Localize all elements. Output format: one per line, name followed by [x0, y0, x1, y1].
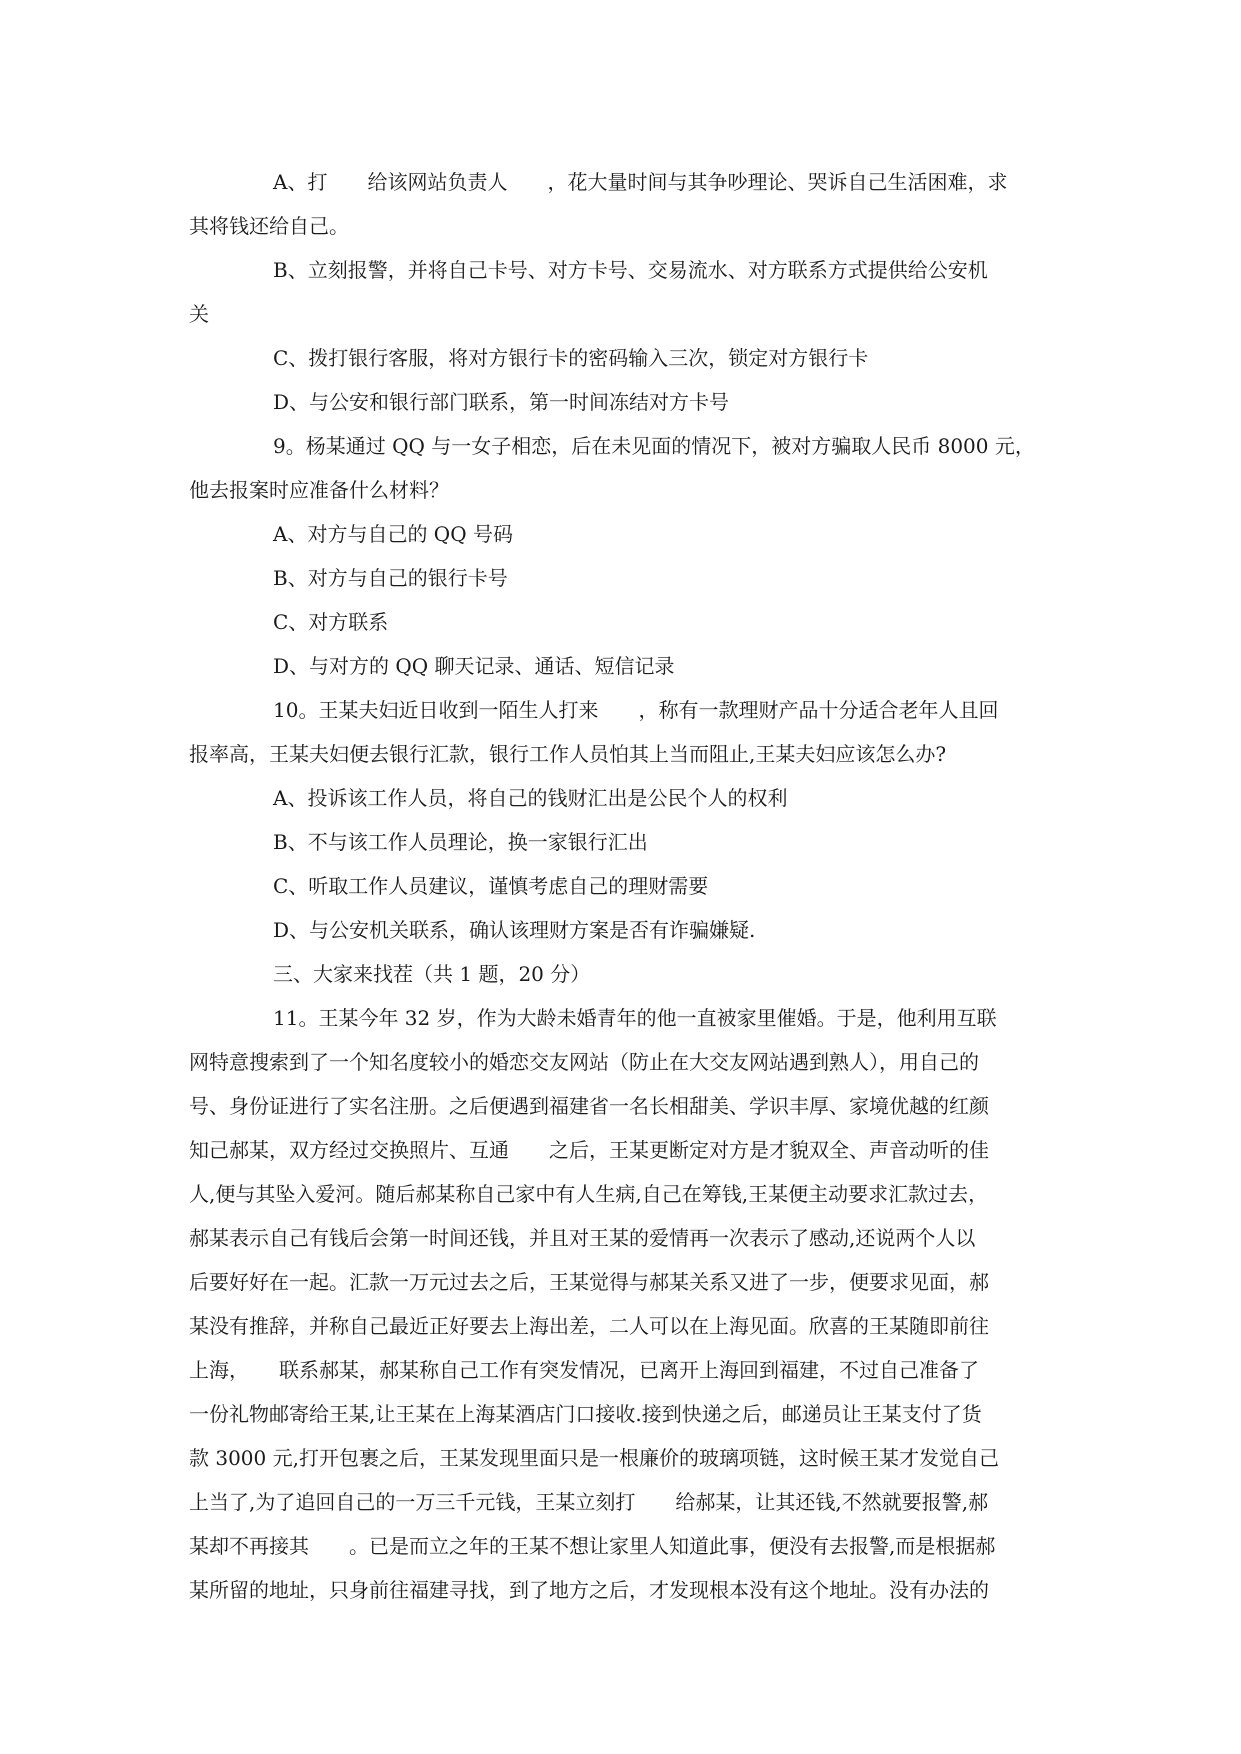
- text-line: 号、身份证进行了实名注册。之后便遇到福建省一名长相甜美、学识丰厚、家境优越的红颜: [189, 1094, 989, 1118]
- text-line: 后要好好在一起。汇款一万元过去之后，王某觉得与郝某关系又进了一步，便要求见面，郝: [189, 1270, 989, 1294]
- text-line: B、对方与自己的银行卡号: [273, 566, 508, 590]
- text-line: 上海， 联系郝某，郝某称自己工作有突发情况，已离开上海回到福建，不过自己准备了: [189, 1358, 979, 1382]
- text-line: 9。杨某通过 QQ 与一女子相恋，后在未见面的情况下，被对方骗取人民币 8000 元，: [273, 434, 1035, 458]
- text-line: C、听取工作人员建议，谨慎考虑自己的理财需要: [273, 874, 709, 898]
- text-line: 郝某表示自己有钱后会第一时间还钱，并且对王某的爱情再一次表示了感动,还说两个人以: [189, 1226, 976, 1250]
- text-line: 某所留的地址，只身前往福建寻找，到了地方之后，才发现根本没有这个地址。没有办法的: [189, 1578, 989, 1602]
- text-line: 其将钱还给自己。: [189, 214, 349, 238]
- document-body: [189, 160, 1062, 1612]
- text-line: D、与公安和银行部门联系，第一时间冻结对方卡号: [273, 390, 730, 414]
- text-line: 他去报案时应准备什么材料？: [189, 478, 449, 502]
- text-line: 上当了,为了追回自己的一万三千元钱，王某立刻打 给郝某，让其还钱,不然就要报警,郝: [189, 1490, 989, 1514]
- text-line: B、立刻报警，并将自己卡号、对方卡号、交易流水、对方联系方式提供给公安机: [273, 258, 988, 282]
- text-line: A、投诉该工作人员，将自己的钱财汇出是公民个人的权利: [273, 786, 788, 810]
- text-line: 报率高，王某夫妇便去银行汇款，银行工作人员怕其上当而阻止,王某夫妇应该怎么办?: [189, 742, 947, 766]
- text-line: 人,便与其坠入爱河。随后郝某称自己家中有人生病,自己在筹钱,王某便主动要求汇款过去，: [189, 1182, 989, 1206]
- text-line: 某却不再接其 。已是而立之年的王某不想让家里人知道此事，便没有去报警,而是根据郝: [189, 1534, 996, 1558]
- text-line: A、打 给该网站负责人 ，花大量时间与其争吵理论、哭诉自己生活困难，求: [273, 170, 1008, 194]
- text-line: 三、大家来找茬（共 1 题，20 分）: [273, 962, 591, 986]
- text-line: 某没有推辞，并称自己最近正好要去上海出差，二人可以在上海见面。欣喜的王某随即前往: [189, 1314, 989, 1338]
- text-line: D、与公安机关联系，确认该理财方案是否有诈骗嫌疑.: [273, 918, 756, 942]
- text-line: 网特意搜索到了一个知名度较小的婚恋交友网站（防止在大交友网站遇到熟人），用自己的: [189, 1050, 979, 1074]
- text-line: 一份礼物邮寄给王某,让王某在上海某酒店门口接收.接到快递之后，邮递员让王某支付了货: [189, 1402, 982, 1426]
- text-line: 11。王某今年 32 岁，作为大龄未婚青年的他一直被家里催婚。于是，他利用互联: [273, 1006, 997, 1030]
- text-line: 知己郝某，双方经过交换照片、互通 之后，王某更断定对方是才貌双全、声音动听的佳: [189, 1138, 989, 1162]
- text-line: D、与对方的 QQ 聊天记录、通话、短信记录: [273, 654, 675, 678]
- text-line: C、拨打银行客服，将对方银行卡的密码输入三次，锁定对方银行卡: [273, 346, 869, 370]
- text-line: C、对方联系: [273, 610, 389, 634]
- text-line: B、不与该工作人员理论，换一家银行汇出: [273, 830, 648, 854]
- text-line: 10。王某夫妇近日收到一陌生人打来 ，称有一款理财产品十分适合老年人且回: [273, 698, 999, 722]
- text-line: 关: [189, 302, 209, 326]
- text-line: A、对方与自己的 QQ 号码: [273, 522, 513, 546]
- text-line: 款 3000 元,打开包裹之后，王某发现里面只是一根廉价的玻璃项链，这时候王某才发觉自己: [189, 1446, 999, 1470]
